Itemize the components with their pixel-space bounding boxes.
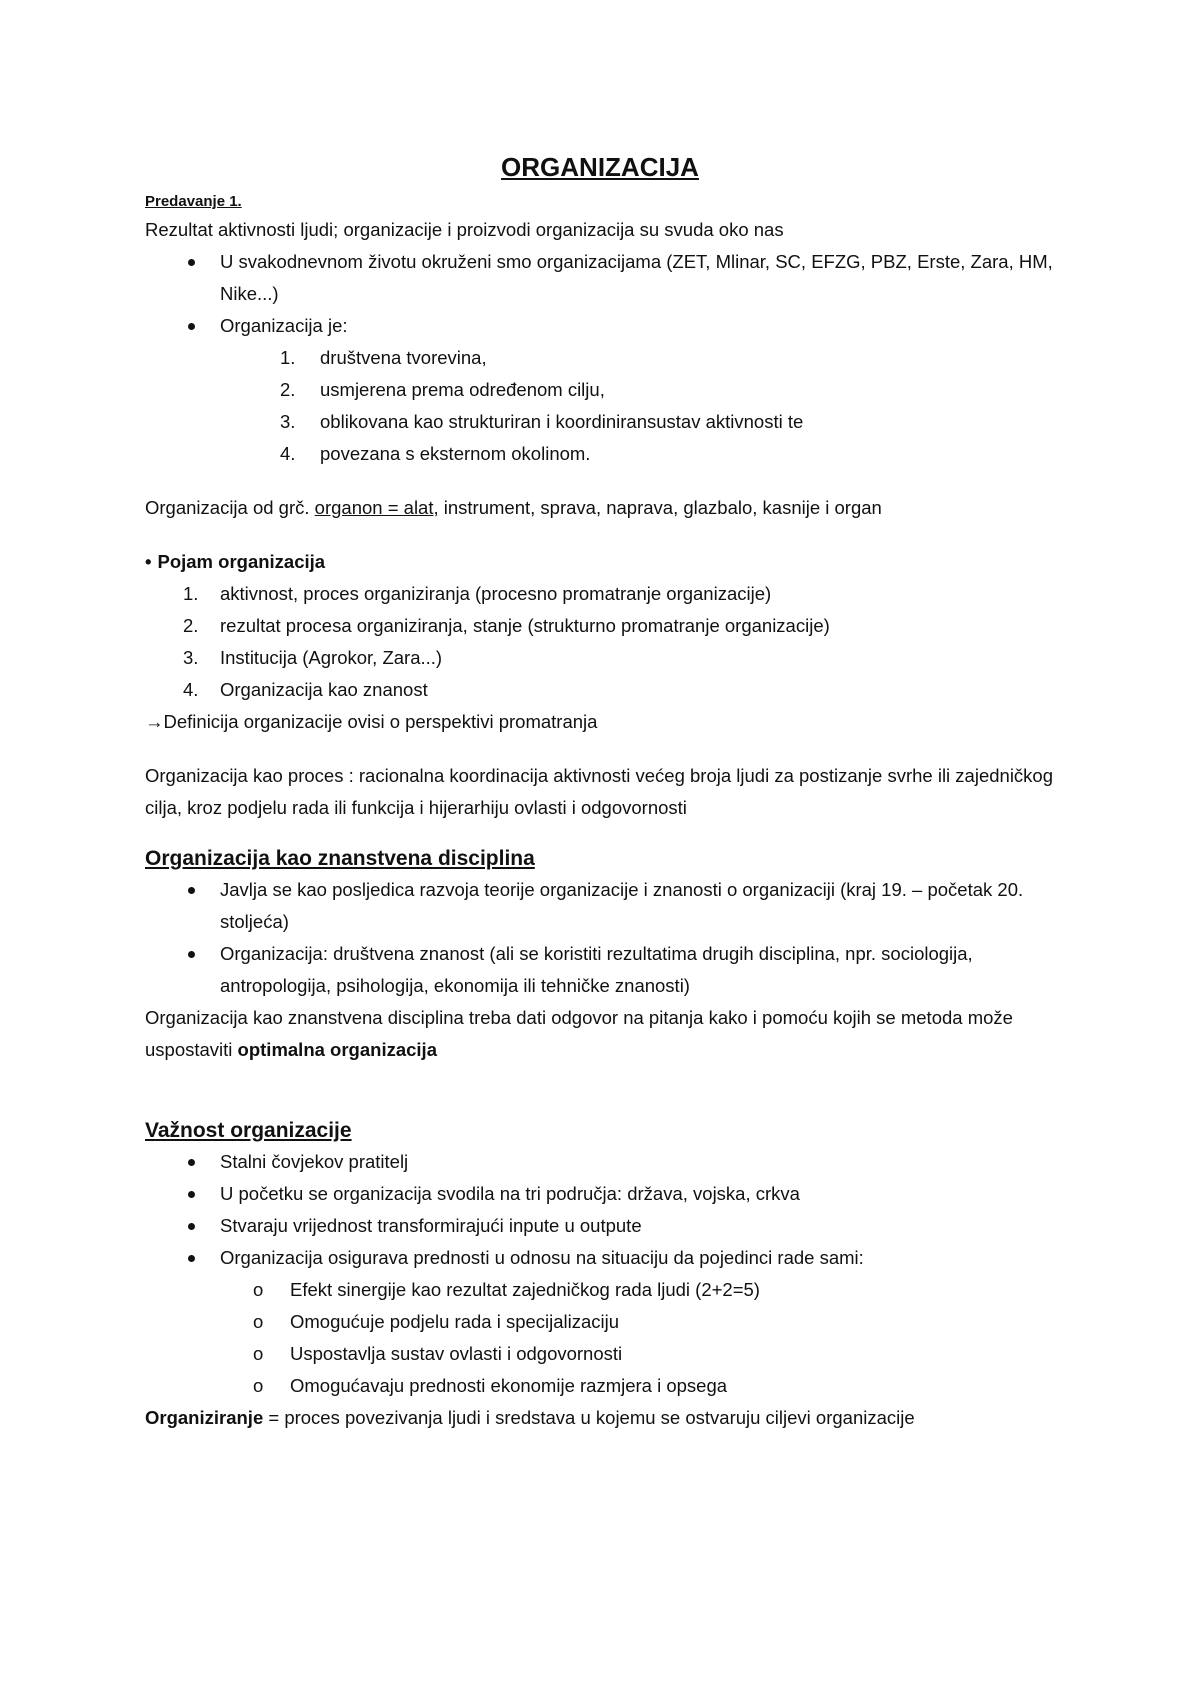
document-content — [145, 150, 1075, 1434]
list-item-text: oblikovana kao strukturiran i koordiniransustav aktivnosti te — [320, 411, 804, 432]
circle-bullet-icon: o — [253, 1279, 264, 1300]
list-item — [145, 1370, 1075, 1402]
pojam-list — [145, 578, 1075, 706]
organization-is-list — [145, 342, 1075, 470]
etymology-paragraph — [145, 492, 1075, 524]
process-definition-paragraph: Organizacija kao proces : racionalna koordinacija aktivnosti većeg broja ljudi za postizanje svrhe ili zajedničkog cilja, kroz podjelu rada ili funkcija i hijerarhiju ovlasti i odgovornosti — [145, 765, 1054, 818]
list-number: 3. — [183, 647, 199, 668]
etymology-text: Organizacija od grč. — [145, 497, 315, 518]
circle-bullet-icon: o — [253, 1311, 264, 1332]
list-item-text: Organizacija kao znanost — [220, 679, 428, 700]
list-item — [145, 1338, 1075, 1370]
list-number: 1. — [183, 583, 199, 604]
discipline-bullet-list — [145, 874, 1075, 1002]
list-item-text: Omogućuje podjelu rada i specijalizaciju — [290, 1311, 620, 1332]
intro-bullet-list — [145, 246, 1075, 342]
list-item-text: rezultat procesa organiziranja, stanje (strukturno promatranje organizacije) — [220, 615, 830, 636]
importance-sub-list — [145, 1274, 1075, 1402]
organiziranje-definition — [145, 1402, 1075, 1434]
list-item — [145, 374, 1075, 406]
list-item-text: Omogućavaju prednosti ekonomije razmjera i opsega — [290, 1375, 728, 1396]
importance-bullet-0: Stalni čovjekov pratitelj — [145, 1146, 1075, 1178]
list-item — [145, 674, 1075, 706]
section-heading-discipline: Organizacija kao znanstvena disciplina — [145, 847, 535, 870]
intro-bullet-0: U svakodnevnom životu okruženi smo organizacijama (ZET, Mlinar, SC, EFZG, PBZ, Erste, Zara, HM, Nike...) — [145, 246, 1075, 310]
intro-bullet-1: Organizacija je: — [145, 310, 1075, 342]
etymology-text-rest: instrument, sprava, naprava, glazbalo, kasnije i organ — [438, 497, 882, 518]
organiziranje-term: Organiziranje — [145, 1407, 264, 1428]
list-item — [145, 438, 1075, 470]
importance-bullet-2: Stvaraju vrijednost transformirajući inpute u outpute — [145, 1210, 1075, 1242]
spacer — [145, 1066, 1075, 1116]
importance-bullet-1: U početku se organizacija svodila na tri područja: država, vojska, crkva — [145, 1178, 1075, 1210]
discipline-closing-text: Organizacija kao znanstvena disciplina treba dati odgovor na pitanja kako i pomoću kojih se metoda može uspostaviti — [145, 1007, 1013, 1060]
list-item — [145, 1274, 1075, 1306]
list-number: 2. — [183, 615, 199, 636]
spacer — [145, 738, 1075, 760]
importance-bullet-3: Organizacija osigurava prednosti u odnosu na situaciju da pojedinci rade sami: — [145, 1242, 1075, 1274]
organiziranje-text: = proces povezivanja ljudi i sredstava u kojemu se ostvaruju ciljevi organizacije — [263, 1407, 915, 1428]
list-item-text: usmjerena prema određenom cilju, — [320, 379, 605, 400]
list-item-text: povezana s eksternom okolinom. — [320, 443, 591, 464]
discipline-bullet-0: Javlja se kao posljedica razvoja teorije organizacije i znanosti o organizaciji (kraj 19. – početak 20. stoljeća) — [145, 874, 1075, 938]
pojam-conclusion: →Definicija organizacije ovisi o perspektivi promatranja — [145, 711, 598, 732]
spacer — [145, 824, 1075, 844]
list-number: 4. — [183, 679, 199, 700]
list-item — [145, 406, 1075, 438]
spacer — [145, 470, 1075, 492]
list-number: 3. — [280, 411, 296, 432]
list-item — [145, 342, 1075, 374]
intro-paragraph: Rezultat aktivnosti ljudi; organizacije i proizvodi organizacija su svuda oko nas — [145, 219, 784, 240]
list-item — [145, 610, 1075, 642]
list-item — [145, 642, 1075, 674]
discipline-closing-paragraph — [145, 1002, 1075, 1066]
importance-bullet-list — [145, 1146, 1075, 1274]
list-number: 1. — [280, 347, 296, 368]
pojam-heading: • Pojam organizacija — [145, 546, 1075, 578]
list-item-text: Uspostavlja sustav ovlasti i odgovornosti — [290, 1343, 623, 1364]
list-item-text: aktivnost, proces organiziranja (procesno promatranje organizacije) — [220, 583, 772, 604]
section-heading-importance: Važnost organizacije — [145, 1119, 352, 1142]
list-number: 4. — [280, 443, 296, 464]
etymology-underlined-term: organon = alat, — [314, 497, 439, 518]
list-item — [145, 578, 1075, 610]
list-item-text: Efekt sinergije kao rezultat zajedničkog rada ljudi (2+2=5) — [290, 1279, 760, 1300]
discipline-bullet-1: Organizacija: društvena znanost (ali se koristiti rezultatima drugih disciplina, npr. sociologija, antropologija, psihologija, ekonomija ili tehničke znanosti) — [145, 938, 1075, 1002]
list-item — [145, 1306, 1075, 1338]
list-number: 2. — [280, 379, 296, 400]
spacer — [145, 524, 1075, 546]
document-title: ORGANIZACIJA — [501, 152, 699, 182]
list-item-text: Institucija (Agrokor, Zara...) — [220, 647, 443, 668]
lecture-subtitle: Predavanje 1. — [145, 193, 242, 210]
list-item-text: društvena tvorevina, — [320, 347, 487, 368]
circle-bullet-icon: o — [253, 1375, 264, 1396]
circle-bullet-icon: o — [253, 1343, 264, 1364]
discipline-closing-bold: optimalna organizacija — [237, 1039, 437, 1060]
